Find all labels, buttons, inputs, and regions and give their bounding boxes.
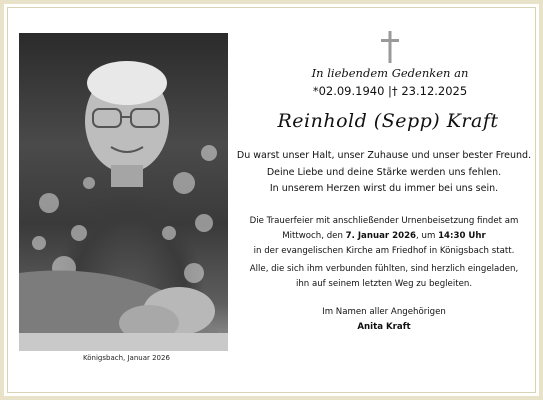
- invitation-line: Alle, die sich ihm verbunden fühlten, sind herzlich eingeladen,: [249, 264, 519, 274]
- invitation-text: [236, 262, 532, 292]
- ceremony-date: 7. Januar 2026: [345, 231, 417, 241]
- ceremony-line: Die Trauerfeier mit anschließender Urnenbeisetzung findet am: [249, 216, 519, 226]
- photo-caption: Königsbach, Januar 2026: [83, 354, 170, 362]
- ceremony-sep: , um: [416, 231, 436, 241]
- portrait-photo: [19, 33, 228, 351]
- message-line: Du warst unser Halt, unser Zuhause und unser bester Freund.: [236, 150, 532, 161]
- signature-intro: Im Namen aller Angehörigen: [322, 307, 446, 317]
- message-line: Deine Liebe und deine Stärke werden uns fehlen.: [266, 166, 502, 178]
- invitation-line: ihn auf seinem letzten Weg zu begleiten.: [295, 279, 473, 289]
- ceremony-location: in der evangelischen Kirche am Friedhof in Königsbach statt.: [253, 246, 515, 256]
- message-line: In unserem Herzen wirst du immer bei uns sein.: [269, 183, 499, 194]
- portrait-illustration: [19, 33, 228, 351]
- ceremony-day: Mittwoch, den: [282, 231, 343, 241]
- ceremony-date-line: [236, 229, 532, 244]
- farewell-message: [236, 148, 532, 198]
- deceased-name: Reinhold (Sepp) Kraft: [277, 110, 499, 132]
- life-dates: *02.09.1940 |† 23.12.2025: [312, 84, 468, 98]
- signature-name: Anita Kraft: [357, 322, 411, 332]
- ceremony-time: 14:30 Uhr: [438, 231, 486, 241]
- memory-line: In liebendem Gedenken an: [311, 66, 469, 80]
- latin-cross-icon: [379, 31, 401, 63]
- signature-block: [236, 305, 532, 335]
- ceremony-details: [236, 214, 532, 259]
